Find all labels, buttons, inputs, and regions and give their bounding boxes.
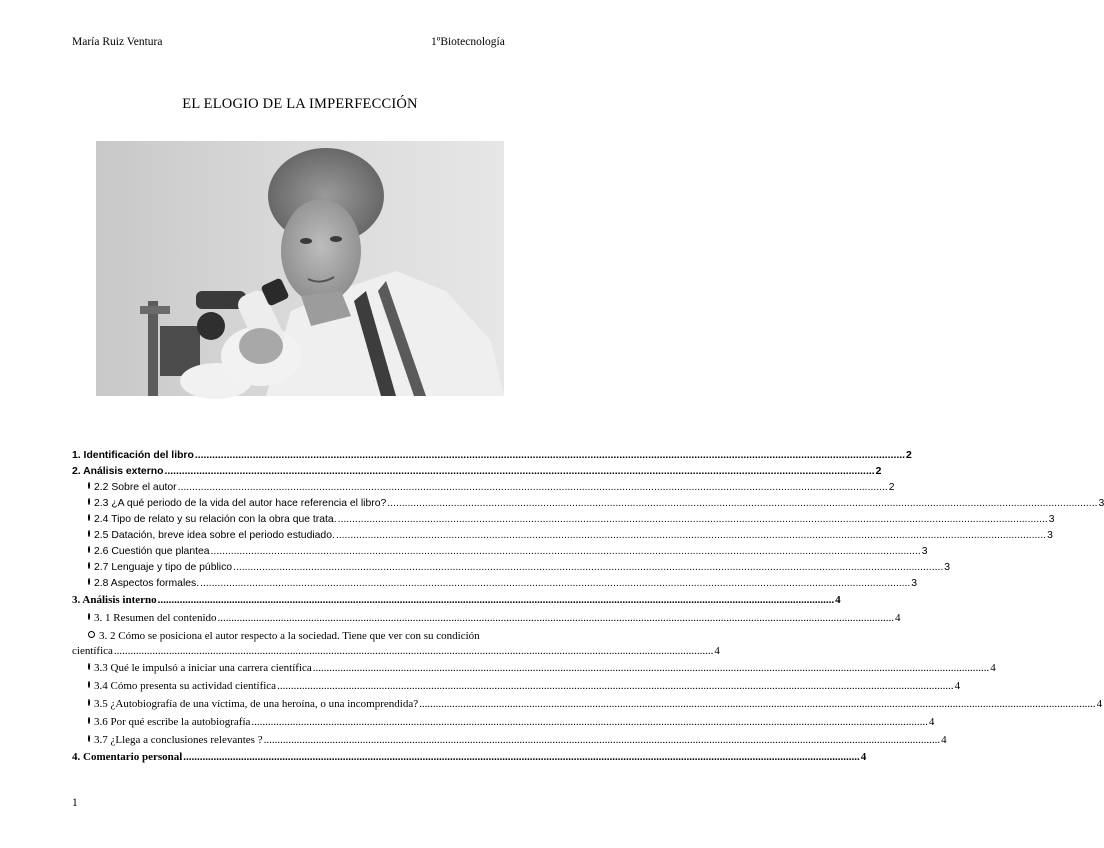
dot-leader — [178, 480, 888, 496]
toc-page-number: 4 — [835, 594, 841, 606]
toc-page-number: 2 — [888, 482, 895, 493]
dot-leader — [387, 496, 1097, 512]
toc-page-number: 4 — [928, 716, 935, 728]
toc-entry-label: 1. Identificación del libro — [72, 450, 194, 461]
toc-page-number: 4 — [895, 612, 901, 624]
circle-bullet-icon — [88, 530, 90, 537]
toc-entry-2-2[interactable] — [72, 480, 895, 496]
toc-page-number: 2 — [906, 450, 912, 461]
document-title: EL ELOGIO DE LA IMPERFECCIÓN — [182, 96, 418, 112]
toc-entry-2-3[interactable] — [72, 496, 1104, 512]
toc-entry-2-7[interactable] — [72, 560, 951, 576]
toc-page-number: 3 — [1047, 530, 1053, 541]
header-course: 1ºBiotecnología — [431, 36, 505, 48]
toc-page-number: 4 — [714, 645, 720, 657]
toc-entry-label: 2. Análisis externo — [72, 466, 164, 477]
dot-leader — [277, 677, 954, 695]
circle-bullet-icon — [88, 613, 90, 620]
toc-entry-4[interactable] — [72, 749, 867, 766]
toc-entry-label: 2.7 Lenguaje y tipo de público — [94, 562, 233, 573]
portrait-photo — [96, 141, 504, 396]
toc-entry-label: 2.8 Aspectos formales. — [94, 578, 200, 589]
circle-bullet-icon — [88, 482, 90, 489]
dot-leader: .......................................................................................................................................................................................................................... — [113, 645, 714, 657]
circle-bullet-icon — [88, 681, 90, 688]
toc-entry-3-7[interactable] — [72, 731, 947, 749]
toc-entry-2-8[interactable] — [72, 576, 918, 592]
toc-page-number: 3 — [921, 546, 928, 557]
circle-bullet-icon — [88, 546, 90, 553]
circle-bullet-icon — [88, 498, 90, 505]
circle-bullet-icon — [88, 562, 90, 569]
toc-entry-label: 3.6 Por qué escribe la autobiografía — [94, 716, 251, 728]
toc-entry-3-1[interactable] — [72, 608, 901, 628]
circle-bullet-icon — [88, 717, 90, 724]
toc-page-number: 3 — [1098, 498, 1104, 509]
toc-entry-label: 2.3 ¿A qué periodo de la vida del autor hace referencia el libro? — [94, 498, 387, 509]
dot-leader — [419, 695, 1096, 713]
table-of-contents — [72, 448, 1104, 766]
dot-leader — [336, 528, 1046, 544]
dot-leader — [183, 749, 860, 766]
toc-entry-label: 3.3 Qué le impulsó a iniciar una carrera científica — [94, 662, 312, 674]
toc-entry-label: 3. 1 Resumen del contenido — [94, 612, 217, 624]
toc-entry-3-3[interactable] — [72, 659, 996, 677]
toc-entry-3-5[interactable] — [72, 695, 1103, 713]
dot-leader — [218, 608, 895, 628]
toc-entry-label: 3. Análisis interno — [72, 594, 157, 606]
toc-entry-3-2[interactable] — [72, 629, 720, 659]
toc-entry-1[interactable] — [72, 448, 912, 464]
toc-entry-label: 4. Comentario personal — [72, 751, 183, 763]
dot-leader — [200, 576, 910, 592]
circle-bullet-icon — [88, 631, 95, 638]
footer-page-number: 1 — [72, 797, 78, 809]
toc-entry-label: científica — [72, 645, 113, 657]
dot-leader — [233, 560, 943, 576]
toc-page-number: 4 — [990, 662, 996, 674]
toc-page-number: 3 — [1048, 514, 1055, 525]
dot-leader — [164, 464, 874, 480]
circle-bullet-icon — [88, 735, 90, 742]
circle-bullet-icon — [88, 663, 90, 670]
toc-page-number: 4 — [941, 734, 947, 746]
dot-leader — [158, 592, 835, 608]
toc-entry-label: 3. 2 Cómo se posiciona el autor respecto a la sociedad. Tiene que ver con su condición — [99, 630, 480, 642]
toc-page-number: 3 — [911, 578, 918, 589]
toc-entry-3[interactable] — [72, 592, 841, 608]
dot-leader — [195, 448, 905, 464]
toc-entry-label: 3.7 ¿Llega a conclusiones relevantes ? — [94, 734, 263, 746]
dot-leader — [264, 731, 941, 749]
circle-bullet-icon — [88, 699, 90, 706]
dot-leader — [338, 512, 1048, 528]
toc-entry-2-4[interactable] — [72, 512, 1055, 528]
toc-entry-label: 2.5 Datación, breve idea sobre el periodo estudiado. — [94, 530, 335, 541]
toc-page-number: 4 — [860, 751, 867, 763]
toc-entry-label-line2 — [72, 644, 720, 659]
toc-entry-2-6[interactable] — [72, 544, 928, 560]
circle-bullet-icon — [88, 514, 90, 521]
toc-page-number: 3 — [944, 562, 951, 573]
dot-leader — [251, 713, 928, 731]
toc-entry-3-4[interactable] — [72, 677, 961, 695]
dot-leader — [211, 544, 921, 560]
toc-entry-2-5[interactable] — [72, 528, 1053, 544]
toc-entry-label: 2.4 Tipo de relato y su relación con la obra que trata. — [94, 514, 337, 525]
toc-entry-label-line1 — [88, 629, 528, 644]
toc-entry-label: 3.4 Cómo presenta su actividad científica — [94, 680, 277, 692]
dot-leader — [313, 659, 990, 677]
circle-bullet-icon — [88, 578, 90, 585]
toc-entry-label: 2.2 Sobre el autor — [94, 482, 177, 493]
toc-page-number: 2 — [875, 466, 882, 477]
header-author: María Ruiz Ventura — [72, 36, 163, 48]
toc-entry-3-6[interactable] — [72, 713, 935, 731]
toc-entry-label: 3.5 ¿Autobiografía de una víctima, de una heroína, o una incomprendida? — [94, 698, 419, 710]
toc-entry-2[interactable] — [72, 464, 882, 480]
toc-page-number: 4 — [954, 680, 961, 692]
toc-page-number: 4 — [1096, 698, 1103, 710]
toc-entry-label: 2.6 Cuestión que plantea — [94, 546, 210, 557]
